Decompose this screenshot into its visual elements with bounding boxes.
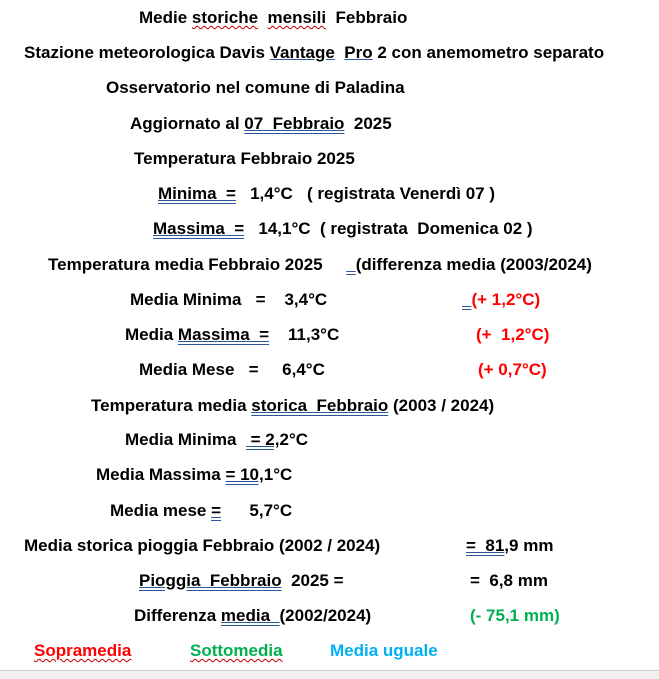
hist-month-line — [110, 501, 292, 521]
rain-diff-value: (- 75,1 mm) — [470, 606, 560, 625]
monthly-mean-heading: Temperatura media Febbraio 2025 — [48, 255, 347, 274]
hist-min-line — [125, 430, 308, 450]
rain-historical-value-tail: ,9 mm — [504, 536, 554, 555]
title-storiche: storiche — [191, 8, 259, 27]
current-heading: Temperatura Febbraio 2025 — [134, 149, 355, 168]
current-min-line — [158, 184, 495, 204]
station-line — [24, 43, 604, 63]
updated-line — [130, 114, 392, 134]
current-max-value: 14,1°C ( registrata Domenica 02 ) — [244, 219, 533, 238]
observatory-line: Osservatorio nel comune di Paladina — [106, 78, 405, 97]
mean-max-value: 11,3°C — [269, 325, 340, 344]
monthly-mean-heading-line — [48, 255, 592, 275]
rain-current-word: Pioggia Febbraio — [139, 571, 282, 590]
hist-max-line — [96, 465, 292, 485]
updated-date: 07 Febbraio — [244, 114, 345, 133]
hist-min-label: Media Minima — [125, 430, 246, 449]
historical-heading-line — [91, 396, 494, 416]
station-prefix: Stazione meteorologica Davis — [24, 43, 270, 62]
hist-min-value: = 2, — [245, 430, 280, 449]
mean-min-diff-value: (+ 1,2°C) — [471, 290, 541, 309]
mean-min-line: Media Minima = 3,4°C — [130, 290, 328, 309]
station-pro: Pro — [344, 43, 373, 62]
legend-below: Sottomedia — [190, 641, 283, 660]
station-vantage: Vantage — [269, 43, 335, 62]
legend-above: Sopramedia — [34, 641, 132, 660]
mean-max-word: Massima = — [177, 325, 270, 344]
title-month: Febbraio — [326, 8, 408, 27]
station-suffix: 2 con anemometro separato — [372, 43, 605, 62]
updated-year: 2025 — [344, 114, 392, 133]
hist-max-tail: 1°C — [263, 465, 293, 484]
historical-heading-storica: storica Febbraio — [251, 396, 389, 415]
mean-max-line — [125, 325, 339, 345]
updated-prefix: Aggiornato al — [130, 114, 245, 133]
current-max-label: Massima = — [153, 219, 245, 238]
hist-max-label: Media Massima — [96, 465, 226, 484]
hist-month-value: = — [211, 501, 222, 520]
rain-current-line — [139, 571, 344, 591]
current-max-line — [153, 219, 533, 239]
station-gap — [335, 43, 344, 62]
mean-month-line: Media Mese = 6,4°C — [139, 360, 325, 379]
diff-marker — [346, 255, 355, 274]
hist-month-label: Media mese — [110, 501, 212, 520]
mean-month-diff: (+ 0,7°C) — [478, 360, 547, 379]
rain-diff-word: media — [220, 606, 280, 625]
hist-max-value: = 10, — [225, 465, 264, 484]
hist-min-tail: 2°C — [279, 430, 309, 449]
rain-historical-label: Media storica pioggia Febbraio (2002 / 2024) — [24, 536, 381, 555]
rain-diff-line — [134, 606, 371, 626]
title-gap — [258, 8, 267, 27]
mean-max-diff: (+ 1,2°C) — [476, 325, 550, 344]
title-line — [139, 8, 407, 28]
current-min-value: 1,4°C ( registrata Venerdì 07 ) — [235, 184, 496, 203]
rain-current-suffix: 2025 = — [281, 571, 344, 590]
historical-heading-suffix: (2003 / 2024) — [388, 396, 495, 415]
rain-diff-suffix: (2002/2024) — [279, 606, 372, 625]
mean-min-diff — [462, 290, 540, 310]
rain-historical-value — [466, 536, 553, 556]
title-mensili: mensili — [267, 8, 327, 27]
rain-diff-prefix: Differenza — [134, 606, 221, 625]
rain-current-value: = 6,8 mm — [470, 571, 548, 590]
legend-equal: Media uguale — [330, 641, 438, 660]
title-prefix: Medie — [139, 8, 192, 27]
current-min-label: Minima = — [158, 184, 236, 203]
historical-heading-prefix: Temperatura media — [91, 396, 252, 415]
diff-heading: (differenza media (2003/2024) — [355, 255, 592, 274]
rain-historical-value-prefix: = 81 — [466, 536, 505, 555]
hist-month-tail: 5,7°C — [221, 501, 293, 520]
mean-max-prefix: Media — [125, 325, 178, 344]
